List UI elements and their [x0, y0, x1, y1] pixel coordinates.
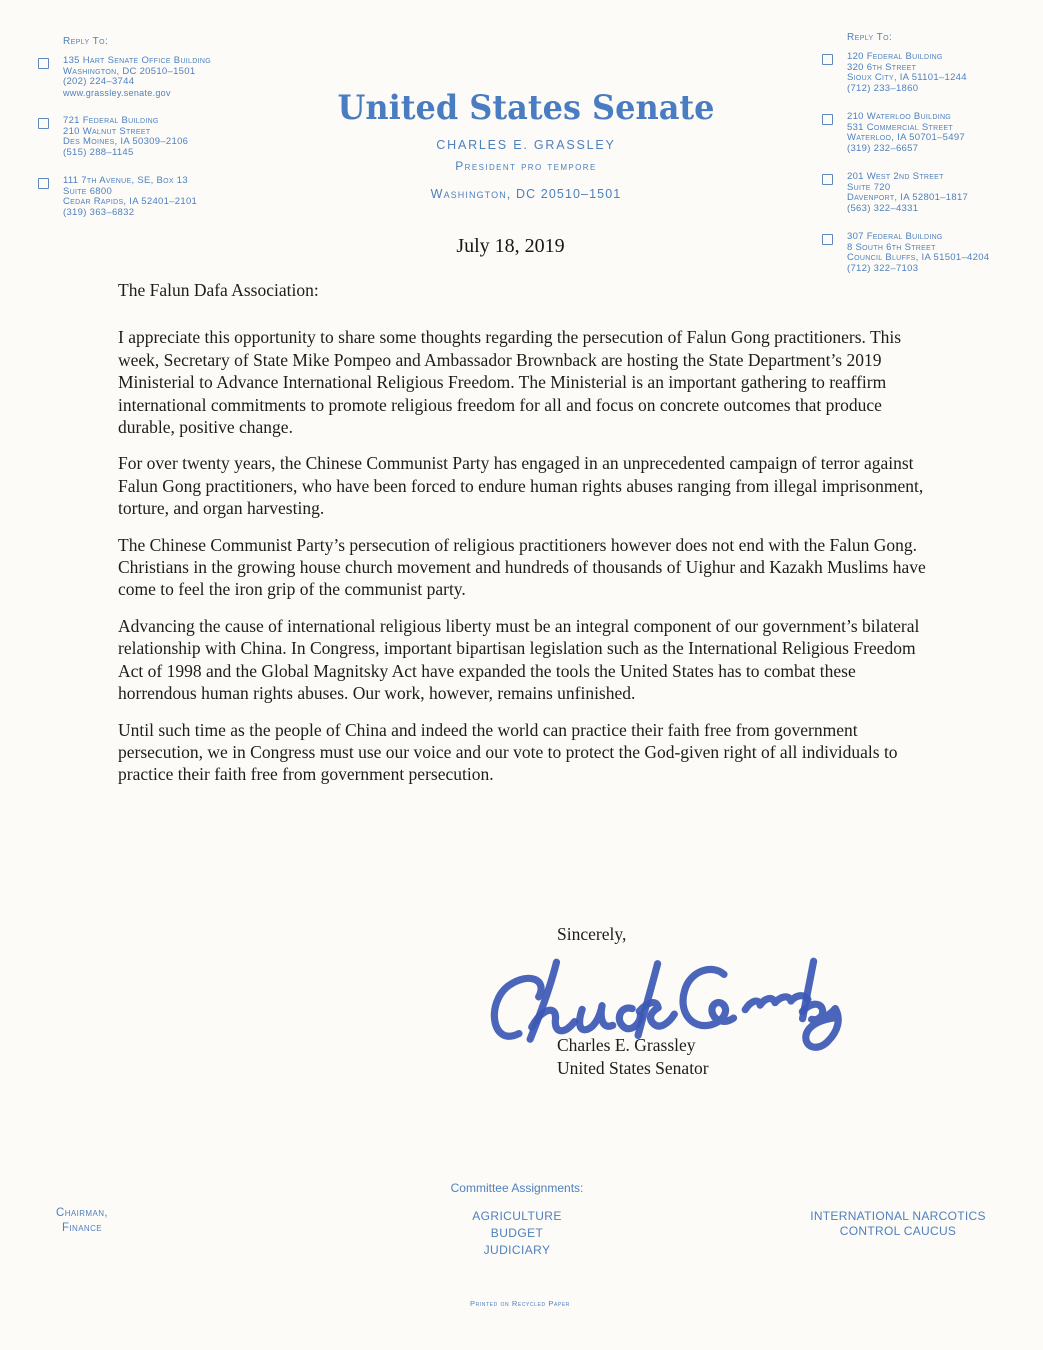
- letter-paragraph: Until such time as the people of China and indeed the world can practice their faith free from government persecution, we in Congress must use our voice and our vote to protect the God-given right of all individuals to practice their faith free from government persecution.: [118, 719, 898, 785]
- letter-paragraph: The Chinese Communist Party’s persecution of religious practitioners however does not end with the Falun Gong. Christians in the growing house church movement and hundreds of thousands of Uighur and Kazakh Muslims have come to feel the iron grip of the communist party.: [118, 534, 926, 600]
- office-line: (319) 232–6657: [847, 142, 919, 154]
- office-checkbox: [38, 178, 49, 189]
- masthead: [316, 90, 736, 201]
- office-checkbox: [822, 54, 833, 65]
- office-line: (563) 322–4331: [847, 202, 919, 214]
- signature-block: [557, 1034, 709, 1080]
- footer-chairman: [28, 1206, 136, 1236]
- office-line: 210 Waterloo Building: [847, 111, 952, 122]
- office-line: (202) 224–3744: [63, 76, 135, 87]
- office-line: Washington, DC 20510–1501: [63, 65, 196, 77]
- office-address: [822, 52, 1037, 94]
- office-checkbox: [38, 58, 49, 69]
- office-line: 320 6th Street: [847, 61, 917, 73]
- office-checkbox: [822, 174, 833, 185]
- signed-title: United States Senator: [557, 1058, 709, 1078]
- office-line: 201 West 2nd Street: [847, 171, 944, 182]
- reply-to-left-column: [38, 36, 328, 236]
- footer-caucus: [795, 1209, 1001, 1239]
- office-line: Davenport, IA 52801–1817: [847, 192, 969, 203]
- office-address: [38, 56, 328, 98]
- assignments-label: Committee Assignments:: [450, 1181, 584, 1195]
- senator-name: CHARLES E. GRASSLEY: [436, 138, 616, 152]
- office-line: Suite 720: [847, 181, 891, 193]
- office-line: Suite 6800: [63, 185, 113, 197]
- office-address: [38, 116, 328, 158]
- letter-paragraph: Advancing the cause of international religious liberty must be an integral component of our government’s bilateral relationship with China. In Congress, important bipartisan legislation such as the International Religious Freedom Act of 1998 and the Global Magnitsky Act have expanded the tools the United States has to combat these horrendous human rights abuses. Our work, however, remains unfinished.: [118, 615, 920, 704]
- letter-date: July 18, 2019: [456, 235, 565, 257]
- letter-paragraph: For over twenty years, the Chinese Communist Party has engaged in an unprecedented campaign of terror against Falun Gong practitioners, who have been forced to endure human rights abuses ranging from illegal imprisonment, torture, and organ harvesting.: [118, 453, 924, 519]
- office-checkbox: [38, 118, 49, 129]
- office-website: www.grassley.senate.gov: [63, 87, 171, 98]
- letter-body: [118, 279, 938, 800]
- office-line: Sioux City, IA 51101–1244: [847, 72, 967, 83]
- assignment-item: BUDGET: [490, 1226, 544, 1240]
- reply-to-label: Reply To:: [847, 32, 893, 43]
- office-line: Council Bluffs, IA 51501–4204: [847, 252, 990, 263]
- senate-title: United States Senate: [337, 88, 715, 128]
- reply-to-label: Reply To:: [63, 36, 109, 47]
- office-address: [38, 176, 328, 218]
- office-line: 531 Commercial Street: [847, 121, 953, 133]
- office-line: (515) 288–1145: [63, 146, 134, 158]
- assignment-item: JUDICIARY: [483, 1243, 551, 1257]
- office-line: Waterloo, IA 50701–5497: [847, 132, 966, 143]
- office-line: Des Moines, IA 50309–2106: [63, 136, 189, 147]
- office-address: [822, 172, 1037, 214]
- assignment-item: AGRICULTURE: [472, 1209, 562, 1223]
- office-line: 210 Walnut Street: [63, 125, 151, 137]
- office-line: 307 Federal Building: [847, 231, 943, 242]
- office-line: 111 7th Avenue, SE, Box 13: [63, 175, 188, 186]
- office-line: (319) 363–6832: [63, 206, 135, 218]
- masthead-city: Washington, DC 20510–1501: [430, 187, 622, 201]
- salutation: The Falun Dafa Association:: [118, 280, 319, 300]
- office-address: [822, 112, 1037, 154]
- office-line: 721 Federal Building: [63, 115, 159, 126]
- office-line: 8 South 6th Street: [847, 241, 936, 253]
- office-line: 135 Hart Senate Office Building: [63, 55, 211, 66]
- office-line: 120 Federal Building: [847, 51, 943, 62]
- letter-paragraph: I appreciate this opportunity to share some thoughts regarding the persecution of Falun Gong practitioners. This week, Secretary of State Mike Pompeo and Ambassador Brownback are hosting the State Department’s 2019 Ministerial to Advance International Religious Freedom. The Ministerial is an important gathering to reaffirm international commitments to promote religious freedom for all and focus on concrete outcomes that produce durable, positive change.: [118, 327, 902, 438]
- closing: Sincerely,: [557, 924, 627, 944]
- office-line: Cedar Rapids, IA 52401–2101: [63, 196, 198, 207]
- caucus-line: CONTROL CAUCUS: [839, 1224, 957, 1238]
- footer-committee-assignments: [412, 1181, 622, 1259]
- recycled-paper-note: Printed on Recycled Paper: [469, 1299, 571, 1308]
- chairman-committee: Finance: [61, 1222, 103, 1234]
- office-checkbox: [822, 114, 833, 125]
- signed-name: Charles E. Grassley: [557, 1035, 696, 1055]
- caucus-line: INTERNATIONAL NARCOTICS: [810, 1209, 986, 1223]
- senator-role: President pro tempore: [455, 159, 597, 173]
- office-line: (712) 233–1860: [847, 82, 919, 94]
- chairman-role: Chairman,: [56, 1207, 108, 1219]
- office-line: (712) 322–7103: [847, 262, 919, 274]
